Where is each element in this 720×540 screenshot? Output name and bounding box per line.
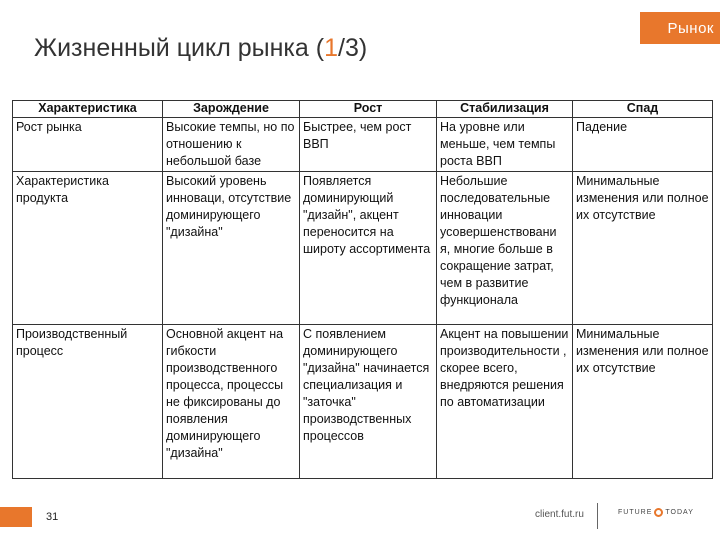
column-header: Характеристика — [13, 101, 163, 118]
table-cell: Основной акцент на гибкости производственного процесса, процессы не фиксированы до появления доминирующего "дизайна" — [163, 325, 300, 479]
table-cell: Небольшие последовательные инновации усовершенствовани я, многие больше в сокращение затрат, чем в развитие функционала — [437, 172, 573, 325]
table-cell: Падение — [573, 118, 713, 172]
table-cell: С появлением доминирующего "дизайна" начинается специализация и "заточка" производственных процессов — [300, 325, 437, 479]
footer-url: client.fut.ru — [535, 509, 584, 520]
table-cell: Производственный процесс — [13, 325, 163, 479]
table-cell: Высокий уровень инноваци, отсутствие доминирующего "дизайна" — [163, 172, 300, 325]
column-header: Стабилизация — [437, 101, 573, 118]
table-header-row — [13, 101, 713, 118]
title-number: 1 — [324, 34, 338, 62]
column-header: Рост — [300, 101, 437, 118]
table-row — [13, 118, 713, 172]
logo-ring-icon — [654, 508, 663, 517]
table-cell: Появляется доминирующий "дизайн", акцент переносится на широту ассортимента — [300, 172, 437, 325]
table-row — [13, 325, 713, 479]
logo-word-right: TODAY — [665, 509, 694, 516]
title-prefix: Жизненный цикл рынка ( — [34, 34, 325, 62]
logo-word-left: FUTURE — [618, 509, 653, 516]
title-suffix: /3) — [338, 34, 368, 62]
table-cell: Рост рынка — [13, 118, 163, 172]
table-cell: Характеристика продукта — [13, 172, 163, 325]
future-today-logo — [618, 508, 694, 517]
table-cell: Акцент на повышении производительности , скорее всего, внедряются решения по автоматизации — [437, 325, 573, 479]
table-cell: На уровне или меньше, чем темпы роста ВВП — [437, 118, 573, 172]
table-cell: Высокие темпы, но по отношению к небольшой базе — [163, 118, 300, 172]
column-header: Зарождение — [163, 101, 300, 118]
section-tag: Рынок — [640, 12, 720, 44]
page-number: 31 — [46, 511, 59, 523]
slide-title — [34, 34, 367, 63]
table-row — [13, 172, 713, 325]
footer-accent-bar — [0, 507, 32, 527]
market-lifecycle-table — [12, 100, 713, 479]
column-header: Спад — [573, 101, 713, 118]
table-cell: Быстрее, чем рост ВВП — [300, 118, 437, 172]
table-cell: Минимальные изменения или полное их отсутствие — [573, 325, 713, 479]
footer-divider — [597, 503, 598, 529]
table-cell: Минимальные изменения или полное их отсутствие — [573, 172, 713, 325]
